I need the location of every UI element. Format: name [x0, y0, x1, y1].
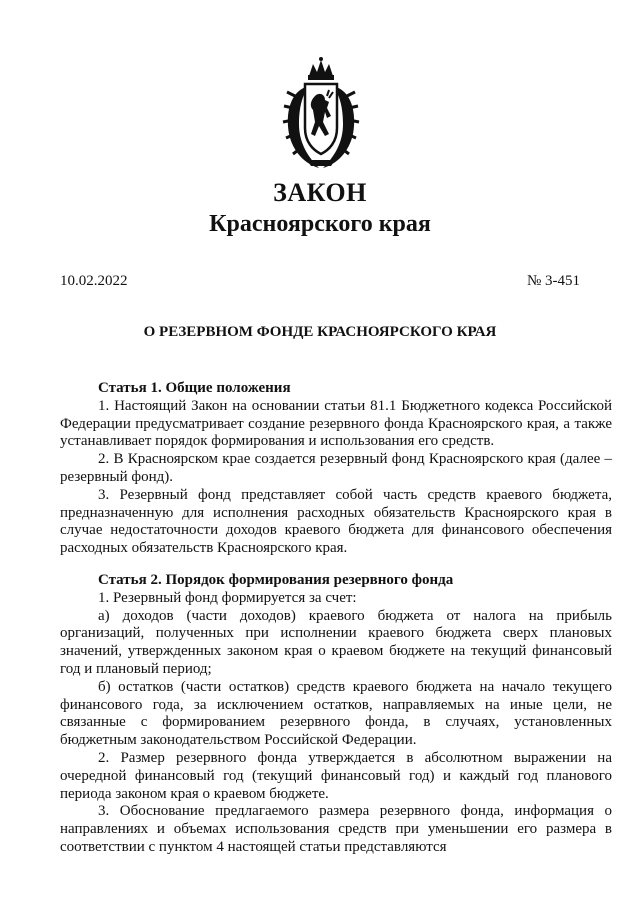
coat-of-arms-icon	[279, 56, 363, 174]
paragraph: 3. Резервный фонд представляет собой часть средств краевого бюджета, предназначенную для исполнения расходных обязательств Красноярского края в случае недостаточности доходов краевого бюджета для финансового обеспечения расходных обязательств Красноярского края.	[60, 486, 612, 557]
paragraph: 2. В Красноярском крае создается резервный фонд Красноярского края (далее – резервный фонд).	[60, 451, 612, 485]
document-region: Красноярского края	[209, 211, 431, 237]
article-1	[60, 380, 612, 558]
document-type: ЗАКОН	[273, 178, 367, 207]
paragraph: 2. Размер резервного фонда утверждается в абсолютном выражении на очередной финансовый год (текущий финансовый год) и каждый год планового периода законом края о краевом бюджете.	[60, 749, 612, 802]
paragraph: 1. Резервный фонд формируется за счет:	[98, 589, 357, 606]
paragraph: 3. Обоснование предлагаемого размера резервного фонда, информация о направлениях и объемах использования средств при уменьшении его размера в соответствии с пунктом 4 настоящей статьи представляются	[60, 803, 612, 855]
article-2	[60, 572, 612, 857]
paragraph: б) остатков (части остатков) средств краевого бюджета на начало текущего финансового года, за исключением остатков, направляемых на иные цели, не связанные с формированием резервного фонда, в случаях, установленных бюджетным законодательством Российской Федерации.	[60, 678, 612, 749]
article-heading: Статья 2. Порядок формирования резервного фонда	[98, 572, 454, 588]
document-title: О РЕЗЕРВНОМ ФОНДЕ КРАСНОЯРСКОГО КРАЯ	[143, 324, 497, 340]
document-number: № 3-451	[526, 273, 580, 289]
document-date: 10.02.2022	[60, 273, 128, 289]
article-heading: Статья 1. Общие положения	[98, 380, 291, 396]
paragraph: 1. Настоящий Закон на основании статьи 81.1 Бюджетного кодекса Российской Федерации предусматривает создание резервного фонда Красноярского края, а также устанавливает порядок формирования и использования его средств.	[60, 397, 612, 450]
paragraph: а) доходов (части доходов) краевого бюджета от налога на прибыль организаций, полученных при исполнении краевого бюджета сверх плановых значений, утвержденных законом края о краевом бюджете на текущий финансовый год и плановый период;	[60, 607, 612, 677]
